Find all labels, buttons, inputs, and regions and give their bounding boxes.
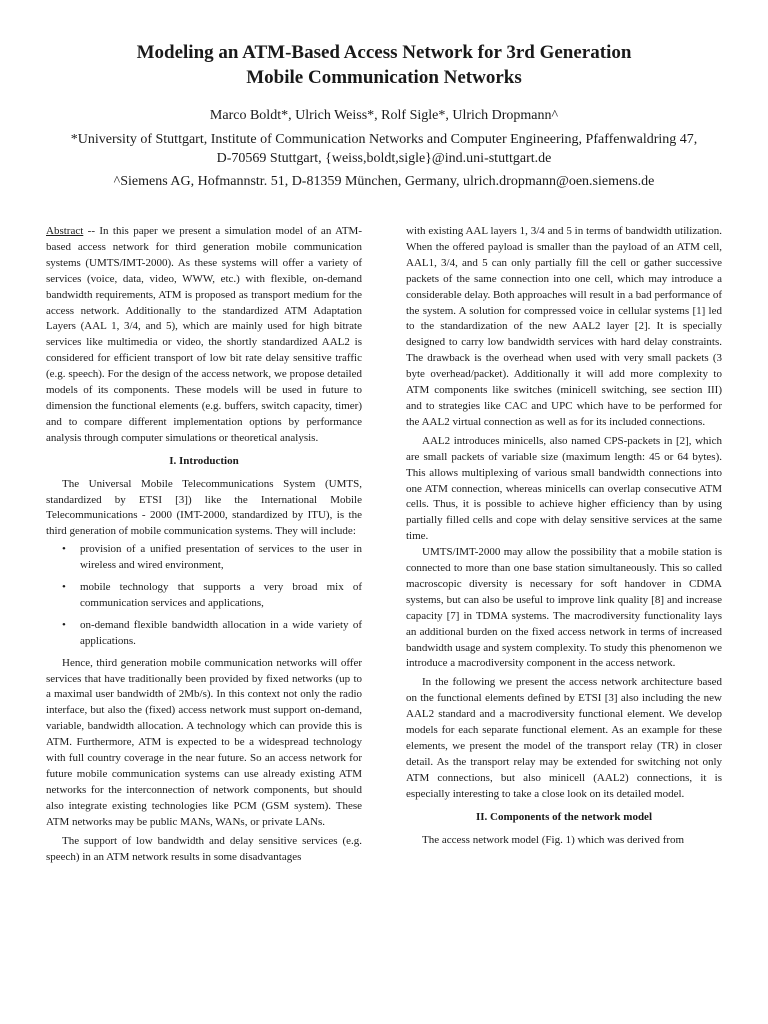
intro-paragraph-4: with existing AAL layers 1, 3/4 and 5 in terms of bandwidth utilization. When the offered payload is smaller than the payload of an ATM cell, AAL1, 3/4, and 5 can only partially fill the cell or gather successive packets of the same connection into one cell, which may introduce a considerable delay. Both approaches will result in a bad performance of the system. A solution for compressed voice in cellular systems [1] led to the standardization of the new AAL2 layer [2]. It is specially designed to carry low bandwidth services with hard delay constraints. The drawback is the overhead when used with very small packets (3 byte overhead/packet). Additionally it will add more complexity to ATM components like switches (minicell switching, see section III) and to strategies like CAC and UPC which have to be performed for the AAL2 virtual connection as well as for its included connections. <box>406 225 722 428</box>
title-line-1: Modeling an ATM-Based Access Network for 3rd Generation <box>136 42 632 63</box>
intro-paragraph-6: UMTS/IMT-2000 may allow the possibility that a mobile station is connected to more than one base station simultaneously. This so called macroscopic diversity is necessary for soft handover in CDMA systems, but can also be useful to improve link quality [8] and increase capacity [7] in TDMA systems. The macrodiversity functionality lays an additional burden on the fixed access network in terms of increased bandwidth usage and system complexity. To study this phenomenon we introduce a macrodiversity component in the access network. <box>406 546 722 670</box>
section-heading-components: II. Components of the network model <box>476 810 652 823</box>
list-item <box>46 580 362 612</box>
title-line-2: Mobile Communication Networks <box>246 67 522 88</box>
bullet-icon: • <box>62 543 66 556</box>
section-heading-introduction: I. Introduction <box>169 454 239 467</box>
intro-bullet-list <box>46 542 362 649</box>
affiliation-siemens: ^Siemens AG, Hofmannstr. 51, D-81359 München, Germany, ulrich.dropmann@oen.siemens.de <box>113 174 655 189</box>
affiliation-line-1: *University of Stuttgart, Institute of Communication Networks and Computer Engineering, Pfaffenwaldring 47, <box>70 132 698 147</box>
bullet-text: provision of a unified presentation of services to the user in wireless and wired environment, <box>80 543 362 572</box>
paper-title <box>0 40 768 90</box>
affiliation-line-2: D-70569 Stuttgart, {weiss,boldt,sigle}@ind.uni-stuttgart.de <box>216 151 552 166</box>
list-item <box>46 542 362 574</box>
list-item <box>46 618 362 650</box>
intro-paragraph-3: The support of low bandwidth and delay sensitive services (e.g. speech) in an ATM network results in some disadvantages <box>46 834 362 863</box>
intro-paragraph-2: Hence, third generation mobile communication networks will offer services that have traditionally been provided by fixed networks (up to a maximal user bandwidth of 2Mb/s). In this context not only the radio interface, but also the (fixed) access network must support on-demand, variable, bandwidth allocation. A technology which can provide this is ATM. Furthermore, ATM is expected to be a widespread technology with full country coverage in the near future. So an access network for future mobile communication systems can use already existing ATM networks for the interconnection of network components, but should also integrate existing technologies like PCM (GSM system). These ATM networks may be public MANs, WANs, or private LANs. <box>46 656 362 828</box>
bullet-icon: • <box>62 618 66 631</box>
abstract-text: -- In this paper we present a simulation model of an ATM-based access network for third generation mobile communication systems (UMTS/IMT-2000). As these systems will offer a variety of services (voice, data, video, WWW, etc.) with flexible, on-demand bandwidth requirements, ATM is proposed as transport medium for the access network. Additionally to the standardized ATM Adaptation Layers (AAL 1, 3/4, and 5), which are mainly used for high bitrate services like multimedia or video, the shortly standardized AAL2 is considered for efficient transport of low bit rate delay sensitive traffic (e.g. speech). For the design of the access network, we propose detailed models of its components. These models will be used in future to dimension the functional elements (e.g. buffers, switch capacity, timer) and to compare different implementation options by performance analysis through computer simulations or theoretical analysis. <box>46 225 362 444</box>
bullet-icon: • <box>62 581 66 594</box>
left-column <box>46 224 362 865</box>
right-column <box>406 224 722 848</box>
author-list: Marco Boldt*, Ulrich Weiss*, Rolf Sigle*, Ulrich Dropmann^ <box>209 108 559 123</box>
intro-paragraph-7: In the following we present the access network architecture based on the functional elements defined by ETSI [3] also including the new AAL2 standard and a macrodiversity functional element. We develop models for each separate functional element. As an example for these elements, we present the model of the transport relay (TR) in closer detail. As the transport relay may be extended for switching not only ATM connections, but also minicell (AAL2) connections, it is especially interesting to take a close look on its detailed model. <box>406 676 722 800</box>
components-paragraph-1: The access network model (Fig. 1) which was derived from <box>422 833 685 846</box>
bullet-text: on-demand flexible bandwidth allocation in a wide variety of applications. <box>80 618 362 647</box>
affiliation-stuttgart <box>0 130 768 168</box>
abstract-label: Abstract <box>46 225 84 237</box>
bullet-text: mobile technology that supports a very broad mix of communication services and applications, <box>80 581 362 609</box>
intro-paragraph-5: AAL2 introduces minicells, also named CPS-packets in [2], which are small packets of variable size (maximum length: 45 or 64 bytes). This allows multiplexing of various small bandwidth connections into one ATM connection, whereas minicells can overlap consecutive ATM cells. Thus, it is possible to achieve higher efficiency than by using partially filled cells and cope with delay sensitive services at the same time. <box>406 434 722 543</box>
intro-paragraph-1: The Universal Mobile Telecommunications System (UMTS, standardized by ETSI [3]) like the International Mobile Telecommunications - 2000 (IMT-2000, standardized by ITU), is the third generation of mobile communication systems. They will include: <box>46 477 362 538</box>
abstract-paragraph <box>46 224 362 447</box>
